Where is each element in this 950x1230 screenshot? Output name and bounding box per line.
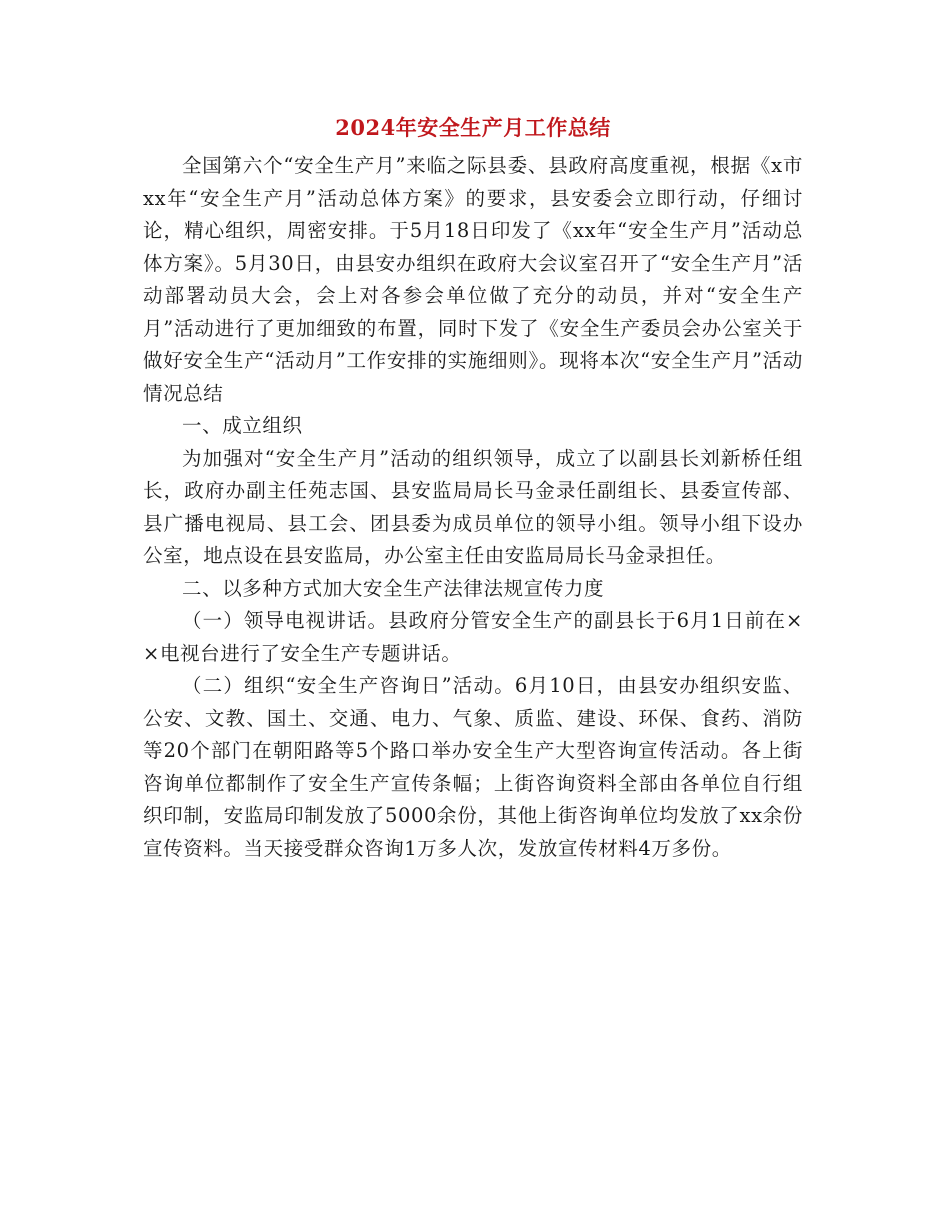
subsection-1-paragraph: （一）领导电视讲话。县政府分管安全生产的副县长于6月1日前在××电视台进行了安全生产专题讲话。 bbox=[143, 609, 803, 665]
document-title: 2024年安全生产月工作总结 bbox=[335, 115, 611, 140]
section-heading-1: 一、成立组织 bbox=[182, 414, 303, 437]
section-1-paragraph: 为加强对“安全生产月”活动的组织领导，成立了以副县长刘新桥任组长，政府办副主任苑志国、县安监局局长马金录任副组长、县委宣传部、县广播电视局、县工会、团县委为成员单位的领导小组。领导小组下设办公室，地点设在县安监局，办公室主任由安监局局长马金录担任。 bbox=[143, 446, 803, 567]
subsection-2-paragraph: （二）组织“安全生产咨询日”活动。6月10日，由县安办组织安监、公安、文教、国土、交通、电力、气象、质监、建设、环保、食药、消防等20个部门在朝阳路等5个路口举办安全生产大型咨询宣传活动。各上街咨询单位都制作了安全生产宣传条幅；上街咨询资料全部由各单位自行组织印制，安监局印制发放了5000余份，其他上街咨询单位均发放了xx余份宣传资料。当天接受群众咨询1万多人次，发放宣传材料4万多份。 bbox=[143, 674, 803, 860]
section-heading-2: 二、以多种方式加大安全生产法律法规宣传力度 bbox=[182, 576, 605, 600]
intro-paragraph: 全国第六个“安全生产月”来临之际县委、县政府高度重视，根据《x市xx年“安全生产月”活动总体方案》的要求，县安委会立即行动，仔细讨论，精心组织，周密安排。于5月18日印发了《xx年“安全生产月”活动总体方案》。5月30日，由县安办组织在政府大会议室召开了“安全生产月”活动部署动员大会，会上对各参会单位做了充分的动员，并对“安全生产月”活动进行了更加细致的布置，同时下发了《安全生产委员会办公室关于做好安全生产“活动月”工作安排的实施细则》。现将本次“安全生产月”活动情况总结 bbox=[143, 154, 803, 405]
document-body bbox=[143, 110, 803, 865]
